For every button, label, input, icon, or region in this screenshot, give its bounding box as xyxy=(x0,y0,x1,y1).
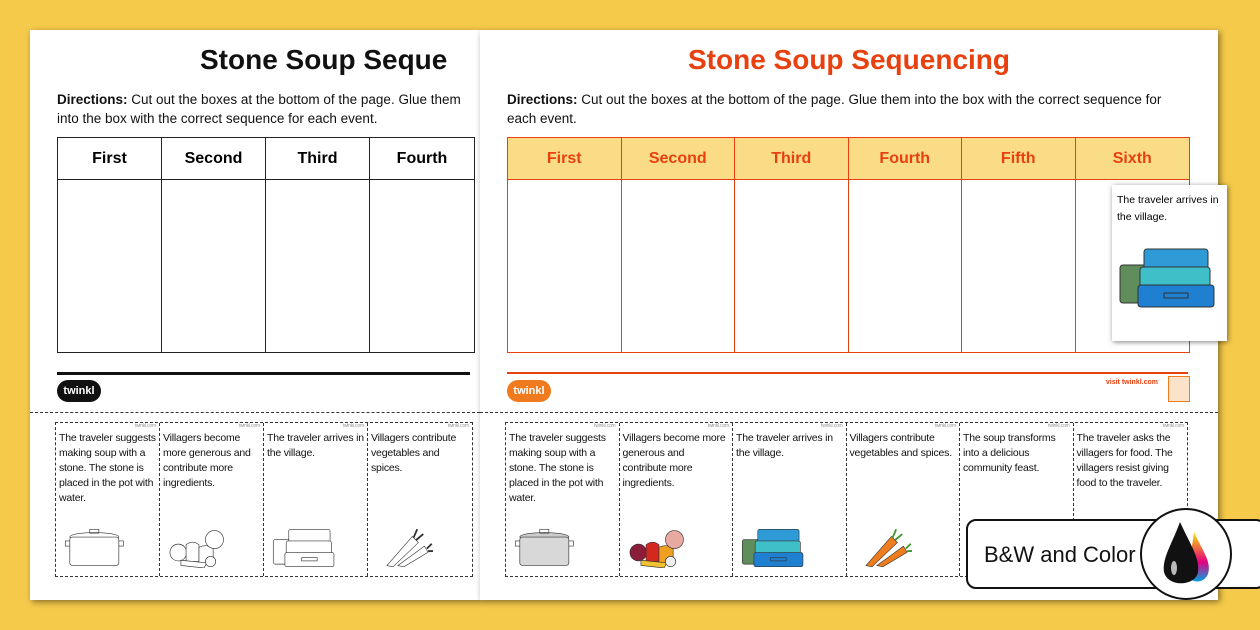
divider xyxy=(507,372,1188,374)
card-footer: twinkl.com xyxy=(447,423,469,429)
cutout-card[interactable] xyxy=(620,423,734,576)
worksheet-title: Stone Soup Sequencing xyxy=(687,44,1010,75)
worksheet-color xyxy=(480,30,1218,600)
twinkl-logo: twinkl xyxy=(507,380,551,402)
column-header: First xyxy=(508,138,621,180)
drop-box[interactable] xyxy=(508,180,621,352)
directions xyxy=(507,90,1187,128)
sequence-column xyxy=(622,138,736,352)
card-text: Villagers become more generous and contribute more ingredients. xyxy=(163,432,251,489)
directions-text: Cut out the boxes at the bottom of the page. Glue them into the box with the correct sequence for each event. xyxy=(507,92,1162,126)
sequence-column xyxy=(849,138,963,352)
card-footer: twinkl.com xyxy=(1048,423,1070,429)
column-header: Sixth xyxy=(1076,138,1190,180)
directions-label: Directions: xyxy=(507,92,578,107)
ink-drops-icon xyxy=(1140,508,1232,600)
sequence-column xyxy=(508,138,622,352)
worksheet-title: Stone Soup Seque xyxy=(200,44,448,75)
cutout-card[interactable] xyxy=(160,423,264,576)
card-footer: twinkl.com xyxy=(134,423,156,429)
cutout-card[interactable] xyxy=(847,423,961,576)
drop-box[interactable] xyxy=(162,180,265,352)
cutout-card[interactable] xyxy=(264,423,368,576)
card-text: The traveler arrives in the village. xyxy=(267,432,364,459)
card-footer: twinkl.com xyxy=(821,423,843,429)
drop-box[interactable] xyxy=(58,180,161,352)
card-text: Villagers contribute vegetables and spices. xyxy=(371,432,457,474)
visit-link[interactable]: visit twinkl.com xyxy=(1105,379,1158,386)
column-header: First xyxy=(58,138,161,180)
sequence-column xyxy=(370,138,474,352)
directions xyxy=(57,90,467,128)
column-header: Third xyxy=(735,138,848,180)
cutout-card[interactable] xyxy=(368,423,472,576)
divider xyxy=(57,372,470,375)
card-text: Villagers contribute vegetables and spices. xyxy=(849,432,952,459)
cutout-cards xyxy=(55,422,473,577)
column-header: Fifth xyxy=(962,138,1075,180)
sequence-column xyxy=(58,138,162,352)
column-header: Second xyxy=(622,138,735,180)
sequence-table xyxy=(57,137,475,353)
drop-box[interactable] xyxy=(735,180,848,352)
card-text: The traveler arrives in the village. xyxy=(736,432,833,459)
column-header: Fourth xyxy=(370,138,474,180)
drop-box[interactable] xyxy=(962,180,1075,352)
card-footer: twinkl.com xyxy=(934,423,956,429)
card-text: Villagers become more generous and contribute more ingredients. xyxy=(622,432,726,489)
directions-label: Directions: xyxy=(57,92,128,107)
cutout-card[interactable] xyxy=(56,423,160,576)
sequence-column xyxy=(735,138,849,352)
cutout-card[interactable] xyxy=(733,423,847,576)
card-footer: twinkl.com xyxy=(594,423,616,429)
cut-line xyxy=(30,412,480,413)
badge-label: B&W and Color xyxy=(984,542,1136,567)
cut-line xyxy=(480,412,1218,413)
sequence-column xyxy=(266,138,370,352)
card-footer: twinkl.com xyxy=(707,423,729,429)
sequence-table xyxy=(507,137,1190,353)
sequence-column xyxy=(962,138,1076,352)
card-text: The traveler arrives in the village. xyxy=(1117,194,1219,223)
floating-card[interactable] xyxy=(1112,185,1227,341)
twinkl-logo: twinkl xyxy=(57,380,101,402)
column-header: Fourth xyxy=(849,138,962,180)
drop-box[interactable] xyxy=(849,180,962,352)
cutout-card[interactable] xyxy=(506,423,620,576)
card-footer: twinkl.com xyxy=(342,423,364,429)
quality-seal-icon xyxy=(1168,376,1190,402)
card-text: The traveler suggests making soup with a stone. The stone is placed in the pot with water. xyxy=(509,432,606,504)
column-header: Third xyxy=(266,138,369,180)
drop-box[interactable] xyxy=(370,180,474,352)
card-footer: twinkl.com xyxy=(238,423,260,429)
drop-box[interactable] xyxy=(266,180,369,352)
directions-text: Cut out the boxes at the bottom of the page. Glue them into the box with the correct sequence for each event. xyxy=(57,92,461,126)
worksheet-bw xyxy=(30,30,480,600)
sequence-column xyxy=(162,138,266,352)
drop-box[interactable] xyxy=(622,180,735,352)
card-text: The traveler asks the villagers for food. The villagers resist giving food to the traveler. xyxy=(1076,432,1173,489)
card-text: The soup transforms into a delicious community feast. xyxy=(963,432,1056,474)
column-header: Second xyxy=(162,138,265,180)
card-footer: twinkl.com xyxy=(1162,423,1184,429)
card-text: The traveler suggests making soup with a stone. The stone is placed in the pot with water. xyxy=(59,432,156,504)
